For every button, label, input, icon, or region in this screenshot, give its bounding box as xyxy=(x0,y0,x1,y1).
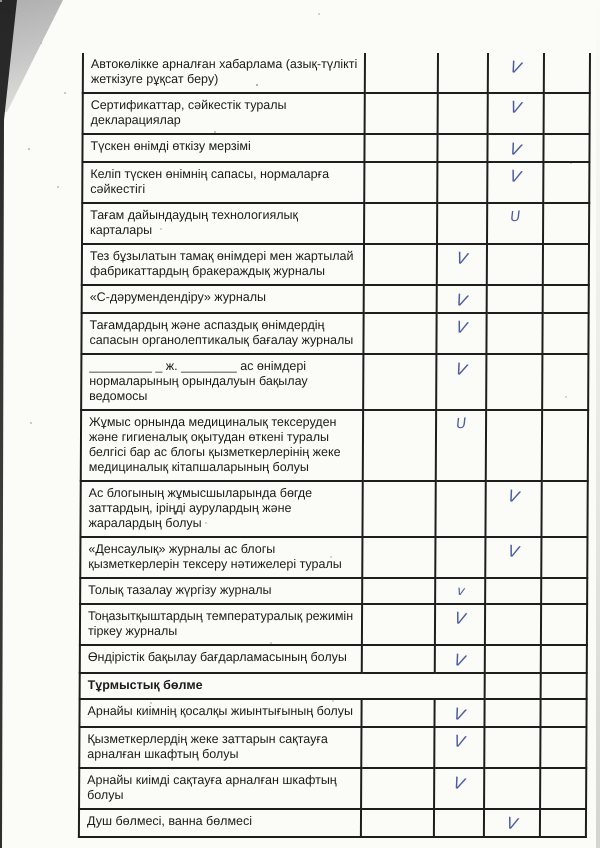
check-cell xyxy=(543,203,589,244)
table-row xyxy=(81,354,588,410)
check-cell xyxy=(541,604,587,645)
table-row xyxy=(80,604,587,645)
check-cell xyxy=(543,134,589,162)
checkmark: V xyxy=(507,139,523,160)
check-cell xyxy=(362,645,435,673)
check-cell xyxy=(487,244,543,285)
check-cell xyxy=(487,134,543,162)
check-cell xyxy=(363,313,436,354)
check-cell xyxy=(361,727,434,768)
item-label-cell: Өндірістік бақылау бағдарламасының болуы xyxy=(80,645,362,673)
checkmark: V xyxy=(453,608,468,629)
check-cell xyxy=(543,285,589,313)
table-row xyxy=(80,481,587,537)
check-cell xyxy=(543,162,589,203)
item-label-cell: Душ бөлмесі, ванна бөлмесі xyxy=(79,809,361,837)
item-label-cell: Сертификаттар, сәйкестік туралы декларациялар xyxy=(83,93,365,134)
check-cell xyxy=(541,481,587,537)
check-cell xyxy=(362,537,435,578)
check-cell xyxy=(361,809,434,837)
item-label-cell: Тағамдардың және аспаздық өнімдердің сапасын органолептикалық бағалау журналы xyxy=(81,313,363,354)
check-cell xyxy=(544,53,590,93)
section-header-cell: Тұрмыстық бөлме xyxy=(80,673,485,699)
check-cell xyxy=(435,645,485,673)
check-cell xyxy=(484,768,540,809)
item-label-cell: «С-дәрумендендіру» журналы xyxy=(82,285,364,313)
check-cell xyxy=(487,203,543,244)
check-cell xyxy=(541,645,587,673)
checkmark: v xyxy=(455,583,466,600)
check-cell xyxy=(362,578,435,604)
check-cell xyxy=(434,727,484,768)
check-cell xyxy=(364,162,437,203)
table-row xyxy=(83,93,590,134)
table-row xyxy=(80,645,587,673)
checkmark: V xyxy=(454,317,469,338)
check-cell xyxy=(485,604,541,645)
checklist-table-container xyxy=(78,53,589,838)
table-row xyxy=(82,162,589,203)
check-cell xyxy=(437,162,487,203)
check-cell xyxy=(486,410,542,481)
checkmark: V xyxy=(452,704,467,725)
check-cell xyxy=(434,809,484,837)
checkmark: V xyxy=(506,486,521,507)
check-cell xyxy=(434,768,484,809)
check-cell xyxy=(436,410,486,481)
item-label-cell: Түскен өнімді өткізу мерзімі xyxy=(82,134,364,162)
item-label-cell: Келіп түскен өнімнің сапасы, нормаларға сәйкестігі xyxy=(82,162,364,203)
check-cell xyxy=(437,285,487,313)
check-cell xyxy=(543,244,589,285)
check-cell xyxy=(542,354,588,410)
check-cell xyxy=(435,537,485,578)
item-label-cell: Автокөлікке арналған хабарлама (азық-түлікті жеткізуге рұқсат беру) xyxy=(83,53,365,93)
checklist-table xyxy=(78,53,591,838)
check-cell xyxy=(540,699,586,727)
table-row xyxy=(79,768,586,809)
check-cell xyxy=(437,134,487,162)
check-cell xyxy=(540,768,586,809)
check-cell xyxy=(364,285,437,313)
table-row xyxy=(82,285,589,313)
table-row xyxy=(81,410,588,481)
checkmark: V xyxy=(452,731,467,752)
scan-noise-specks xyxy=(0,0,2,2)
table-row xyxy=(81,313,588,354)
check-cell xyxy=(487,162,543,203)
check-cell xyxy=(438,53,488,93)
checkmark: V xyxy=(455,248,470,269)
item-label-cell: Арнайы киімді сақтауға арналған шкафтың болуы xyxy=(79,768,361,809)
table-row xyxy=(80,537,587,578)
check-cell xyxy=(485,645,541,673)
check-cell xyxy=(437,203,487,244)
item-label-cell: Толық тазалау жүргізу журналы xyxy=(80,578,362,604)
check-cell xyxy=(435,578,485,604)
checkmark: V xyxy=(506,541,521,562)
check-cell xyxy=(485,481,541,537)
scan-right-edge xyxy=(596,0,600,848)
check-cell xyxy=(361,768,434,809)
check-cell xyxy=(488,93,544,134)
checkmark: V xyxy=(453,359,469,380)
item-label-cell: «Денсаулық» журналы ас блогы қызметкерлерін тексеру нәтижелері туралы xyxy=(80,537,362,578)
check-cell xyxy=(364,244,437,285)
check-cell xyxy=(438,93,488,134)
table-row xyxy=(82,203,589,244)
checkmark: V xyxy=(505,813,520,834)
check-cell xyxy=(363,410,436,481)
check-cell xyxy=(488,53,544,93)
check-cell xyxy=(364,134,437,162)
table-row xyxy=(82,134,589,162)
item-label-cell: Жұмыс орнында медициналық тексеруден және гигиеналық оқытудан өткені туралы белгісі бар ас блогы қызметкерлерінің жеке медициналық кітапшаларының болуы xyxy=(81,410,363,481)
check-cell xyxy=(435,481,485,537)
item-label-cell: _________ _ ж. ________ ас өнімдері нормаларының орындалуын бақылау ведомосы xyxy=(81,354,363,410)
check-cell xyxy=(540,809,586,837)
item-label-cell: Қызметкерлердің жеке заттарын сақтауға арналған шкафтың болуы xyxy=(79,727,361,768)
checkmark: V xyxy=(454,290,469,311)
check-cell xyxy=(544,93,590,134)
check-cell xyxy=(484,809,540,837)
scan-left-edge xyxy=(0,0,20,848)
check-cell xyxy=(362,604,435,645)
checkmark: V xyxy=(451,773,467,794)
check-cell xyxy=(541,537,587,578)
check-cell xyxy=(485,537,541,578)
check-cell xyxy=(486,354,542,410)
check-cell xyxy=(361,699,434,727)
check-cell xyxy=(485,673,541,699)
table-row xyxy=(83,53,590,93)
check-cell xyxy=(363,354,436,410)
check-cell xyxy=(542,313,588,354)
check-cell xyxy=(365,53,438,93)
checkmark: V xyxy=(508,97,523,118)
checkmark: V xyxy=(508,166,523,187)
check-cell xyxy=(362,481,435,537)
item-label-cell: Тез бұзылатын тамақ өнімдері мен жартылай фабрикаттардың бракераждық журналы xyxy=(82,244,364,285)
item-label-cell: Ас блогының жұмысшыларында бөгде заттардың, іріңді аурулардың және жаралардың болуы xyxy=(80,481,362,537)
check-cell xyxy=(541,673,587,699)
check-cell xyxy=(484,699,540,727)
item-label-cell: Арнайы киімнің қосалқы жиынтығының болуы xyxy=(79,699,361,727)
check-cell xyxy=(365,93,438,134)
table-row xyxy=(79,699,586,727)
check-cell xyxy=(364,203,437,244)
check-cell xyxy=(541,578,587,604)
checklist-body xyxy=(79,53,590,837)
table-row xyxy=(80,578,587,604)
check-cell xyxy=(435,604,485,645)
table-row xyxy=(79,809,586,837)
check-cell xyxy=(540,727,586,768)
table-row xyxy=(80,673,587,699)
check-cell xyxy=(487,285,543,313)
checkmark: V xyxy=(452,650,468,671)
checkmark: U xyxy=(455,415,468,433)
checkmark: V xyxy=(508,57,524,78)
check-cell xyxy=(436,354,486,410)
item-label-cell: Тағам дайындаудың технологиялық карталары xyxy=(82,203,364,244)
check-cell xyxy=(485,578,541,604)
check-cell xyxy=(437,244,487,285)
check-cell xyxy=(434,699,484,727)
table-row xyxy=(82,244,589,285)
table-row xyxy=(79,727,586,768)
checkmark: U xyxy=(510,208,522,226)
item-label-cell: Тоңазытқыштардың температуралық режимін тіркеу журналы xyxy=(80,604,362,645)
check-cell xyxy=(484,727,540,768)
check-cell xyxy=(542,410,588,481)
check-cell xyxy=(436,313,486,354)
check-cell xyxy=(486,313,542,354)
